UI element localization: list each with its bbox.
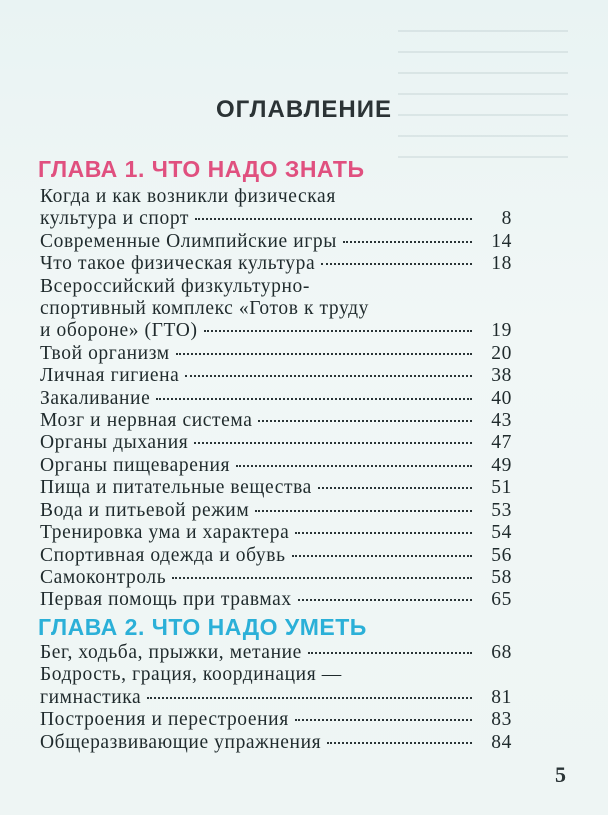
toc-entry-page: 8 [501,208,512,230]
toc-entry-row [40,477,512,499]
dot-leader [194,442,472,444]
toc-entry-page: 43 [491,410,512,432]
dot-leader [255,510,472,512]
toc-entry-title: культура и спорт [40,208,190,230]
toc-entry-page: 54 [491,522,512,544]
dot-leader [321,263,472,265]
toc-entry[interactable] [40,365,512,387]
dot-leader [147,697,472,699]
toc-entry-row [40,432,512,454]
toc-entry-row [40,208,512,230]
toc-entry-title: Современные Олимпийские игры [40,230,337,252]
toc-entry-row [40,500,512,522]
toc-entry[interactable] [40,231,512,253]
toc-entry-title: Вода и питьевой режим [40,499,250,521]
dot-leader [258,420,472,422]
toc-entry-row [40,253,512,275]
dot-leader [298,599,472,601]
toc-entry-title: Мозг и нервная система [40,410,253,432]
toc-entry-row [40,589,512,611]
toc-entry-title-line: Когда и как возникли физическая [40,186,336,207]
toc-entry-page: 65 [491,589,512,611]
dot-leader [204,330,472,332]
page-title: ОГЛАВЛЕНИЕ [215,96,393,123]
toc-entry-row [40,687,512,709]
toc-entry-page: 81 [491,686,512,708]
toc-entry-page: 38 [491,365,512,387]
dot-leader [308,652,472,654]
toc-entry[interactable] [40,642,512,664]
toc-entry-title-line: спортивный комплекс «Готов к труду [40,298,369,320]
toc-entry[interactable] [40,432,512,454]
toc-entry-page: 84 [491,731,512,753]
toc-entry[interactable] [40,589,512,611]
toc-entry[interactable] [40,186,512,231]
toc-entry-page: 83 [491,709,512,731]
toc-entry-row [40,455,512,477]
toc-entry-row [40,343,512,365]
toc-entry-page: 49 [491,454,512,476]
chapter-2-toc [40,642,512,754]
dot-leader [176,353,472,355]
dot-leader [343,241,472,243]
dot-leader [318,487,472,489]
chapter-1-heading: ГЛАВА 1. ЧТО НАДО ЗНАТЬ [38,156,365,182]
toc-entry[interactable] [40,709,512,731]
toc-entry-page: 14 [491,230,512,252]
toc-entry[interactable] [40,522,512,544]
toc-entry-row [40,231,512,253]
dot-leader [236,465,472,467]
dot-leader [172,577,472,579]
toc-entry-page: 53 [491,499,512,521]
toc-entry-row [40,642,512,664]
toc-entry-title: Спортивная одежда и обувь [40,544,286,566]
toc-entry-row [40,410,512,432]
toc-entry-title: гимнастика [40,686,142,708]
toc-entry-row [40,388,512,410]
toc-entry-page: 56 [491,544,512,566]
toc-entry-row [40,545,512,567]
toc-entry-title: Органы пищеварения [40,454,231,476]
toc-entry-title: Тренировка ума и характера [40,522,290,544]
toc-entry-page: 68 [491,642,512,663]
toc-entry-row [40,567,512,589]
toc-entry-row [40,709,512,731]
toc-entry-row [40,732,512,754]
toc-entry-title: Построения и перестроения [40,709,289,731]
toc-entry-title: Органы дыхания [40,432,189,454]
toc-entry-title: Что такое физическая культура [40,253,316,275]
toc-entry-page: 51 [491,477,512,499]
dot-leader [295,532,472,534]
toc-entry-page: 20 [491,342,512,364]
toc-entry[interactable] [40,253,512,275]
toc-entry-title: Закаливание [40,387,151,409]
toc-entry-page: 40 [491,387,512,409]
toc-entry-title: Первая помощь при травмах [40,589,292,611]
toc-entry-title-line: Бодрость, грация, координация — [40,664,342,686]
toc-entry-row [40,522,512,544]
toc-entry[interactable] [40,455,512,477]
toc-entry-title: и обороне» (ГТО) [40,320,198,342]
toc-entry[interactable] [40,410,512,432]
chapter-1-toc [40,186,512,612]
toc-entry[interactable] [40,500,512,522]
toc-entry-page: 19 [491,320,512,342]
dot-leader [295,719,472,721]
dot-leader [156,398,472,400]
toc-entry[interactable] [40,388,512,410]
chapter-2-heading: ГЛАВА 2. ЧТО НАДО УМЕТЬ [38,614,367,640]
toc-entry[interactable] [40,732,512,754]
toc-entry-title: Общеразвивающие упражнения [40,731,322,753]
toc-entry-title-line: Всероссийский физкультурно- [40,275,310,297]
dot-leader [185,375,472,377]
toc-entry[interactable] [40,545,512,567]
dot-leader [327,742,472,744]
toc-entry-page: 18 [491,253,512,275]
toc-entry-page: 58 [491,566,512,588]
toc-entry-title: Бег, ходьба, прыжки, метание [40,642,302,663]
page-number: 5 [555,762,566,787]
toc-entry[interactable] [40,664,512,709]
toc-entry-page: 47 [491,432,512,454]
toc-entry-row [40,365,512,387]
toc-entry-title: Самоконтроль [40,566,167,588]
toc-entry[interactable] [40,343,512,365]
toc-entry[interactable] [40,567,512,589]
toc-entry-row [40,320,512,342]
toc-entry[interactable] [40,477,512,499]
toc-entry[interactable] [40,276,512,343]
toc-entry-title: Личная гигиена [40,365,180,387]
toc-entry-title: Твой организм [40,342,170,364]
dot-leader [195,218,472,220]
toc-entry-title: Пища и питательные вещества [40,477,312,499]
dot-leader [292,555,472,557]
